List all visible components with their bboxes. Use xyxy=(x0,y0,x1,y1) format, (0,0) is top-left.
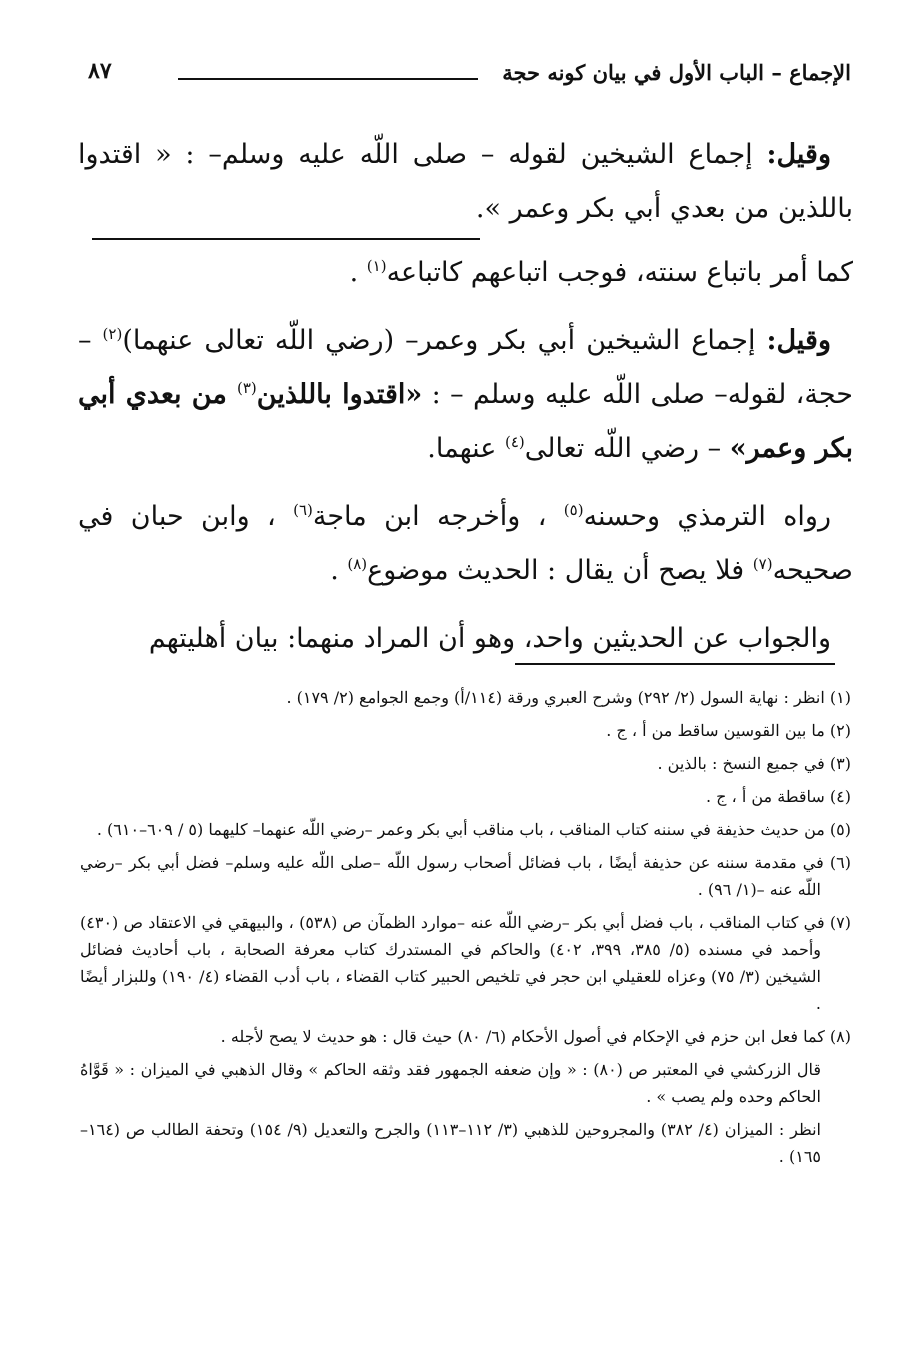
footnote-1: (١) انظر : نهاية السول (٢/ ٢٩٢) وشرح العبري ورقة (١١٤/أ) وجمع الجوامع (٢/ ١٧٩) . xyxy=(286,688,851,707)
footnote-ref-5[interactable]: (٥) xyxy=(563,501,584,519)
hadith-underline xyxy=(92,238,480,240)
footnote-7: (٧) في كتاب المناقب ، باب فضل أبي بكر –رضي اللّه عنه –موارد الظمآن ص (٥٣٨) ، والبيهقي في الاعتقاد ص (٤٣٠) وأحمد في مسنده (٥/ ٣٨٥، ٣٩٩، ٤٠٢) والحاكم في المستدرك كتاب معرفة الصحابة ، باب أحاديث فضائل الشيخين (٣/ ٧٥) وعزاه للعقيلي ابن حجر في تلخيص الحبير كتاب القضاء ، باب أدب القضاء (٤/ ١٩٠) وللبزار أيضًا . xyxy=(80,913,851,1013)
paragraph-3-text-c: – رضي اللّه تعالى xyxy=(524,433,730,464)
paragraph-3-lead: وقيل: xyxy=(766,325,831,356)
paragraph-1 xyxy=(78,128,853,236)
footnote-8-continuation: قال الزركشي في المعتبر ص (٨٠) : « وإن ضعفه الجمهور فقد وثقه الحاكم » وقال الذهبي في الميزان : « قَوَّاهُ الحاكم وحده ولم يصب » . xyxy=(80,1060,821,1106)
running-header-title: الإجماع – الباب الأول في بيان كونه حجة xyxy=(502,60,851,85)
footnote-4: (٤) ساقطة من أ ، ج . xyxy=(705,787,851,806)
footnote-ref-2[interactable]: (٢) xyxy=(102,325,123,343)
footnote-ref-4[interactable]: (٤) xyxy=(505,433,525,451)
paragraph-1-text: إجماع الشيخين لقوله – صلى اللّه عليه وسلم– : « اقتدوا باللذين من بعدي أبي بكر وعمر ». xyxy=(78,139,853,224)
paragraph-1-lead: وقيل: xyxy=(766,139,831,170)
paragraph-4 xyxy=(78,490,853,598)
hadith-text-a: «اقتدوا باللذين xyxy=(256,379,423,410)
paragraph-3-text-a: إجماع الشيخين أبي بكر وعمر– (رضي اللّه تعالى عنهما) xyxy=(122,325,756,356)
footnote-ref-6[interactable]: (٦) xyxy=(293,501,313,519)
footnote-separator xyxy=(515,663,835,665)
footnote-ref-8[interactable]: (٨) xyxy=(347,555,368,573)
footnote-8: (٨) كما فعل ابن حزم في الإحكام في أصول الأحكام (٦/ ٨٠) حيث قال : هو حديث لا يصح لأجله . xyxy=(220,1027,851,1046)
footnote-ref-1[interactable]: (١) xyxy=(366,257,387,275)
paragraph-4-text-a: رواه الترمذي وحسنه xyxy=(583,501,831,532)
footnotes-block xyxy=(80,684,851,1176)
footnote-6: (٦) في مقدمة سننه عن حذيفة أيضًا ، باب فضائل أصحاب رسول اللّه –صلى اللّه عليه وسلم– فضل أبي بكر –رضي اللّه عنه –(١/ ٩٦) . xyxy=(80,853,851,899)
paragraph-5-text: والجواب عن الحديثين واحد، وهو أن المراد منهما: بيان أهليتهم xyxy=(148,623,831,654)
paragraph-4-text-b: ، وأخرجه ابن ماجة xyxy=(312,501,564,532)
paragraph-3-text-d: عنهما. xyxy=(427,433,505,464)
footnote-ref-3[interactable]: (٣) xyxy=(236,379,257,397)
footnote-5: (٥) من حديث حذيفة في سننه كتاب المناقب ، باب مناقب أبي بكر وعمر –رضي اللّه عنهما– كليهما (٥ / ٦٠٩–٦١٠) . xyxy=(96,820,851,839)
paragraph-3-text-b: – حجة، لقوله– صلى اللّه عليه وسلم – : xyxy=(78,325,853,410)
footnote-2: (٢) ما بين القوسين ساقط من أ ، ج . xyxy=(606,721,851,740)
paragraph-4-text-c: ، وابن حبان في صحيحه xyxy=(78,501,853,586)
paragraph-3 xyxy=(78,314,853,476)
hadith-text-b: من بعدي أبي بكر وعمر» xyxy=(78,379,853,464)
page-number: ٨٧ xyxy=(88,58,112,84)
paragraph-4-text-d: فلا يصح أن يقال : الحديث موضوع xyxy=(367,555,753,586)
header-rule xyxy=(178,78,478,80)
paragraph-2 xyxy=(78,246,853,300)
main-text xyxy=(78,128,853,680)
footnote-8-references: انظر : الميزان (٤/ ٣٨٢) والمجروحين للذهبي (٣/ ١١٢–١١٣) والجرح والتعديل (٩/ ١٥٤) وتحفة الطالب ص (١٦٤–١٦٥) . xyxy=(80,1120,821,1166)
paragraph-5 xyxy=(78,612,853,666)
footnote-ref-7[interactable]: (٧) xyxy=(752,555,773,573)
paragraph-2-text: كما أمر باتباع سنته، فوجب اتباعهم كاتباعه xyxy=(386,257,853,288)
footnote-3: (٣) في جميع النسخ : بالذين . xyxy=(657,754,851,773)
paragraph-2-end: . xyxy=(349,257,367,288)
paragraph-4-text-e: . xyxy=(330,555,348,586)
